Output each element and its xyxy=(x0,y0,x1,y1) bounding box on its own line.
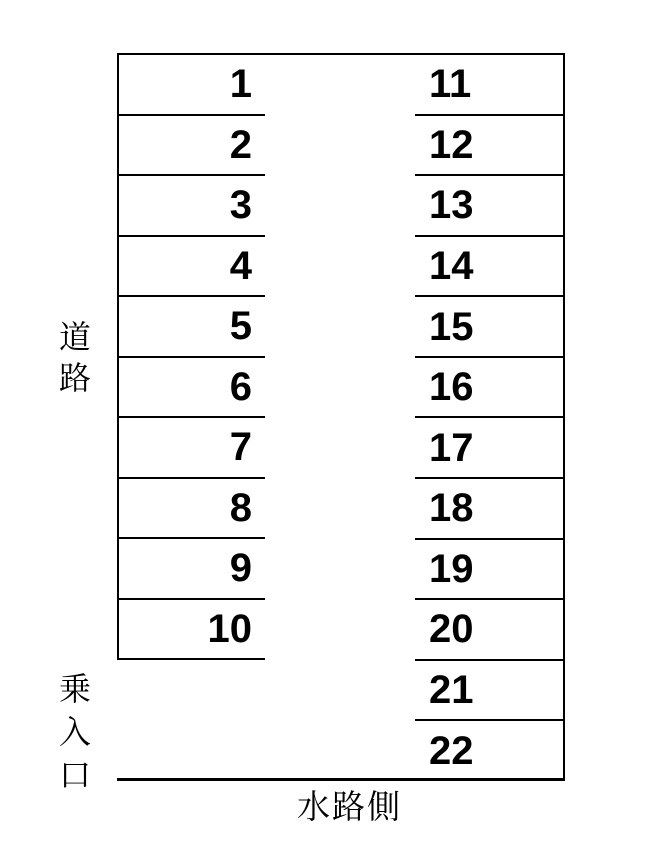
parking-column-right xyxy=(415,55,563,780)
parking-space-number: 13 xyxy=(429,183,474,228)
parking-space-number: 1 xyxy=(229,62,252,107)
road-label: 道路 xyxy=(55,320,91,402)
parking-space-number: 17 xyxy=(429,425,474,470)
parking-space-number: 8 xyxy=(229,485,252,530)
parking-space-number: 15 xyxy=(429,304,474,349)
parking-space-number: 4 xyxy=(229,243,252,288)
parking-space-18 xyxy=(415,479,563,540)
parking-space-number: 19 xyxy=(429,546,474,591)
parking-space-22 xyxy=(415,721,563,780)
parking-space-5 xyxy=(117,297,265,358)
parking-space-number: 16 xyxy=(429,365,474,410)
parking-space-15 xyxy=(415,297,563,358)
parking-space-number: 2 xyxy=(229,122,252,167)
parking-space-11 xyxy=(415,55,563,116)
parking-space-17 xyxy=(415,418,563,479)
parking-space-3 xyxy=(117,176,265,237)
parking-space-13 xyxy=(415,176,563,237)
parking-space-9 xyxy=(117,539,265,600)
parking-space-12 xyxy=(415,116,563,177)
parking-space-8 xyxy=(117,479,265,540)
parking-space-number: 12 xyxy=(429,122,474,167)
parking-space-16 xyxy=(415,358,563,419)
parking-space-number: 20 xyxy=(429,607,474,652)
parking-space-number: 9 xyxy=(229,546,252,591)
parking-space-number: 14 xyxy=(429,244,474,289)
parking-space-14 xyxy=(415,237,563,298)
outer-border-right xyxy=(563,53,565,781)
entrance-label: 乗入口 xyxy=(55,672,91,801)
parking-space-number: 5 xyxy=(229,304,252,349)
parking-space-1 xyxy=(117,55,265,116)
parking-space-10 xyxy=(117,600,265,661)
parking-space-number: 10 xyxy=(207,606,252,651)
parking-space-6 xyxy=(117,358,265,419)
parking-space-number: 21 xyxy=(429,668,474,713)
waterside-label: 水路側 xyxy=(297,788,402,825)
parking-space-2 xyxy=(117,116,265,177)
parking-space-number: 3 xyxy=(229,183,252,228)
parking-space-7 xyxy=(117,418,265,479)
parking-space-20 xyxy=(415,600,563,661)
parking-space-19 xyxy=(415,540,563,601)
parking-space-number: 18 xyxy=(429,486,474,531)
parking-column-left xyxy=(117,55,265,660)
parking-space-number: 7 xyxy=(229,425,252,470)
parking-space-number: 22 xyxy=(429,728,474,773)
parking-space-4 xyxy=(117,237,265,298)
parking-space-number: 6 xyxy=(229,364,252,409)
parking-space-number: 11 xyxy=(429,62,472,107)
parking-space-21 xyxy=(415,661,563,722)
